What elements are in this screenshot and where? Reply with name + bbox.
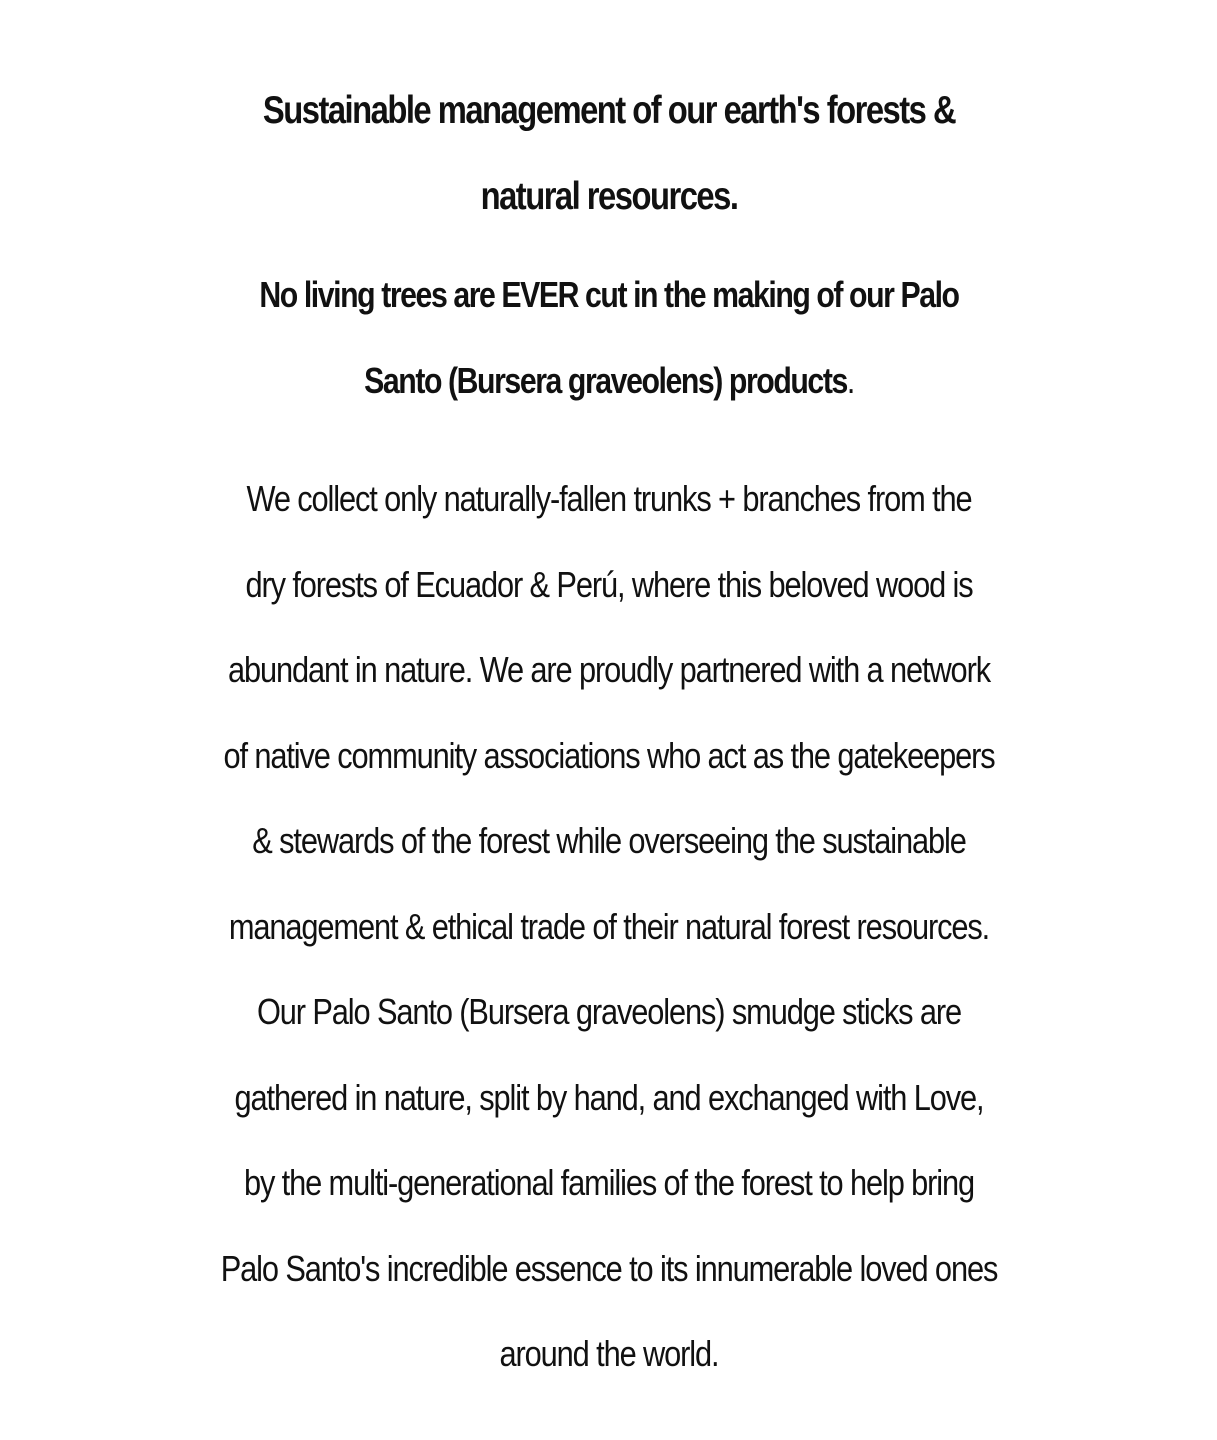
body-line: of native community associations who act as the gatekeepers — [222, 734, 995, 776]
body-line: & stewards of the forest while overseeing the sustainable — [251, 820, 966, 861]
body-line: abundant in nature. We are proudly partnered with a network — [227, 649, 990, 690]
body-line: gathered in nature, split by hand, and exchanged with Love, — [234, 1076, 983, 1118]
body-line: dry forests of Ecuador & Perú, where this beloved wood is — [244, 563, 973, 605]
body-line: around the world. — [499, 1333, 718, 1374]
page-heading-line-2: natural resources. — [480, 175, 737, 218]
page-heading-line-1: Sustainable management of our earth's forests & — [262, 89, 955, 132]
body-line: Our Palo Santo (Bursera graveolens) smudge sticks are — [256, 991, 961, 1032]
body-line: by the multi-generational families of the forest to help bring — [243, 1162, 974, 1203]
page-heading — [172, 68, 1046, 240]
statement-line-1: No living trees are EVER cut in the making of our Palo — [258, 274, 959, 315]
body-line: management & ethical trade of their natural forest resources. — [228, 905, 989, 947]
body-line: We collect only naturally-fallen trunks + branches from the — [245, 478, 972, 519]
body-line: Palo Santo's incredible essence to its innumerable loved ones — [220, 1247, 997, 1289]
no-trees-cut-statement — [172, 252, 1046, 424]
sourcing-description — [96, 456, 1122, 1397]
statement-trailing-period: . — [846, 360, 854, 401]
statement-line-2: Santo (Bursera graveolens) products — [363, 360, 847, 401]
